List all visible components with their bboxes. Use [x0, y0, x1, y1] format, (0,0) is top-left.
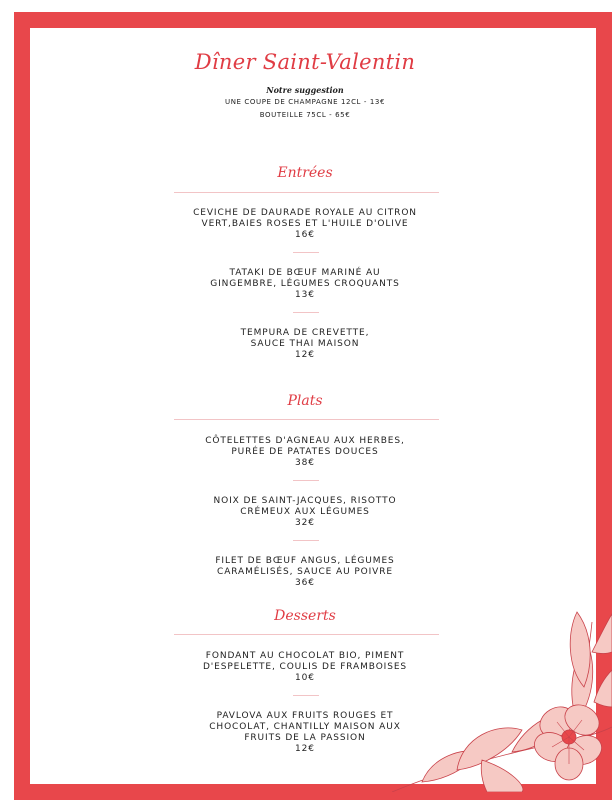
section-title-plats: Plats [287, 393, 323, 409]
flower-branch-icon [362, 592, 612, 792]
menu-item [30, 496, 580, 529]
menu-item [30, 436, 580, 469]
menu-item-line: FONDANT AU CHOCOLAT BIO, PIMENT [205, 651, 405, 661]
menu-item-price: 12€ [295, 744, 315, 754]
item-separator [293, 695, 319, 696]
suggestion-line-bottle: BOUTEILLE 75CL - 65€ [259, 111, 351, 119]
suggestion-line-glass: UNE COUPE DE CHAMPAGNE 12CL - 13€ [225, 98, 385, 106]
menu-item-line: CRÉMEUX AUX LÉGUMES [240, 507, 370, 517]
menu-item-price: 38€ [295, 458, 315, 468]
item-separator [293, 312, 319, 313]
menu-item-line: PAVLOVA AUX FRUITS ROUGES ET [216, 711, 394, 721]
menu-item-line: TATAKI DE BŒUF MARINÉ AU [229, 268, 381, 278]
item-separator [293, 540, 319, 541]
menu-item-line: SAUCE THAI MAISON [250, 339, 360, 349]
section-rule [174, 192, 439, 193]
menu-item-price: 16€ [295, 230, 315, 240]
menu-item-line: NOIX DE SAINT-JACQUES, RISOTTO [213, 496, 397, 506]
menu-item-line: FRUITS DE LA PASSION [244, 733, 366, 743]
menu-item-price: 13€ [295, 290, 315, 300]
menu-item-price: 10€ [295, 673, 315, 683]
section-title-entrees: Entrées [277, 165, 333, 181]
menu-item-line: PURÉE DE PATATES DOUCES [231, 447, 379, 457]
menu-item-line: CÔTELETTES D'AGNEAU AUX HERBES, [205, 436, 405, 446]
menu-item-price: 32€ [295, 518, 315, 528]
menu-item [30, 556, 580, 589]
section-title-desserts: Desserts [274, 608, 336, 624]
menu-item [30, 208, 580, 241]
menu-item [30, 268, 580, 301]
menu-item-line: VERT,BAIES ROSES ET L'HUILE D'OLIVE [201, 219, 409, 229]
menu-item-line: TEMPURA DE CREVETTE, [240, 328, 370, 338]
menu-item-line: D'ESPELETTE, COULIS DE FRAMBOISES [202, 662, 408, 672]
menu-item-line: CEVICHE DE DAURADE ROYALE AU CITRON [193, 208, 417, 218]
menu-item [30, 328, 580, 361]
item-separator [293, 252, 319, 253]
menu-item-line: GINGEMBRE, LÉGUMES CROQUANTS [210, 279, 400, 289]
item-separator [293, 480, 319, 481]
suggestion-title: Notre suggestion [266, 85, 344, 95]
section-rule [174, 419, 439, 420]
menu-item-price: 36€ [295, 578, 315, 588]
menu-item-line: CARAMÉLISÉS, SAUCE AU POIVRE [217, 567, 393, 577]
menu-item-line: CHOCOLAT, CHANTILLY MAISON AUX [209, 722, 401, 732]
menu-title: Dîner Saint-Valentin [194, 50, 416, 74]
menu-item-price: 12€ [295, 350, 315, 360]
menu-item-line: FILET DE BŒUF ANGUS, LÉGUMES [215, 556, 395, 566]
